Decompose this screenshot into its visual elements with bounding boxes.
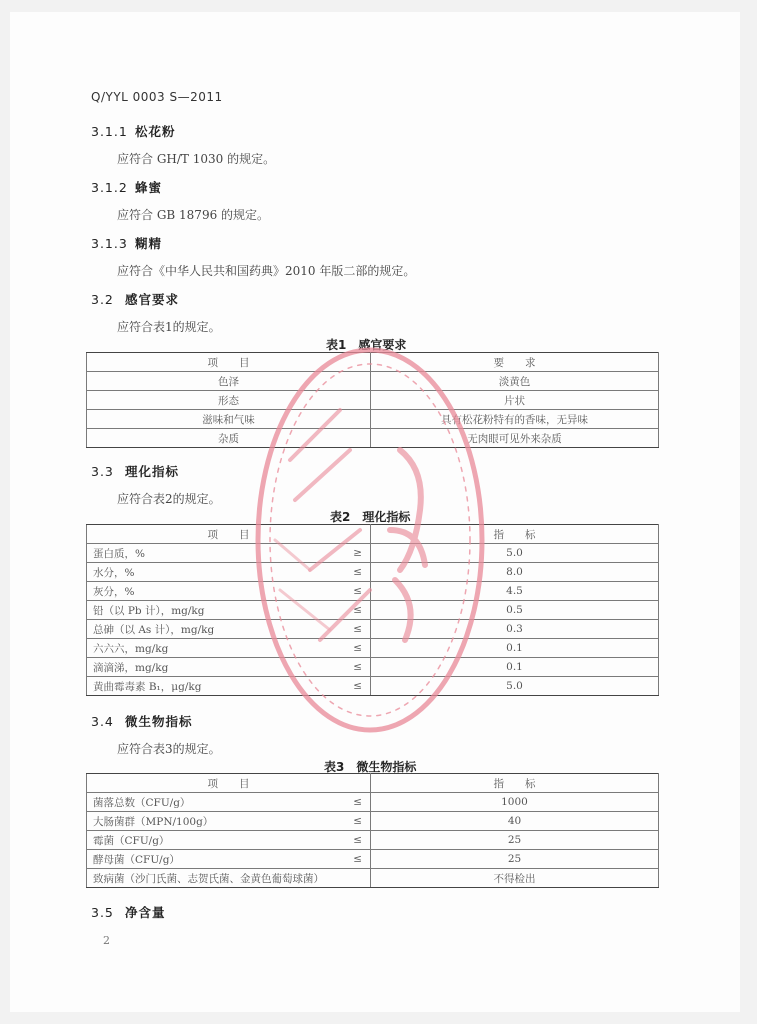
table-row bbox=[87, 831, 659, 850]
table-cell: 5.0 bbox=[371, 544, 659, 563]
table-cell: 总砷（以 As 计），mg/kg bbox=[87, 620, 327, 639]
section-title: 蜂蜜 bbox=[135, 180, 163, 195]
table-cell: 25 bbox=[371, 850, 659, 869]
operator-cell: ≤ bbox=[327, 658, 371, 677]
section-3-1-2-heading bbox=[91, 178, 162, 196]
table-cell: 淡黄色 bbox=[371, 372, 659, 391]
table-cell: 滋味和气味 bbox=[87, 410, 371, 429]
table-cell: 水分，% bbox=[87, 563, 327, 582]
table-header-cell: 项 目 bbox=[87, 774, 371, 793]
table-cell: 4.5 bbox=[371, 582, 659, 601]
page-number: 2 bbox=[103, 934, 110, 947]
table-cell: 40 bbox=[371, 812, 659, 831]
table-row bbox=[87, 582, 659, 601]
section-3-5-heading bbox=[91, 903, 166, 921]
table-cell: 色泽 bbox=[87, 372, 371, 391]
section-number: 3.1.1 bbox=[91, 124, 128, 139]
table-cell: 不得检出 bbox=[371, 869, 659, 888]
table-row bbox=[87, 793, 659, 812]
section-3-4-body: 应符合表3的规定。 bbox=[117, 742, 221, 756]
sensory-requirements-table bbox=[86, 352, 659, 448]
section-3-4-heading bbox=[91, 712, 193, 730]
operator-cell: ≤ bbox=[327, 639, 371, 658]
table-row bbox=[87, 677, 659, 696]
table-cell: 无肉眼可见外来杂质 bbox=[371, 429, 659, 448]
table-row bbox=[87, 658, 659, 677]
table-row bbox=[87, 429, 659, 448]
microbiological-indicators-table bbox=[86, 773, 659, 888]
table-cell: 8.0 bbox=[371, 563, 659, 582]
table-cell: 具有松花粉特有的香味，无异味 bbox=[371, 410, 659, 429]
table-cell: 滴滴涕，mg/kg bbox=[87, 658, 327, 677]
operator-cell: ≤ bbox=[327, 850, 371, 869]
section-number: 3.2 bbox=[91, 292, 114, 307]
table-cell: 0.5 bbox=[371, 601, 659, 620]
table-cell: 杂质 bbox=[87, 429, 371, 448]
table1-caption: 表1 感官要求 bbox=[326, 338, 407, 352]
table-cell: 灰分，% bbox=[87, 582, 327, 601]
section-3-1-3-heading bbox=[91, 234, 162, 252]
section-title: 感官要求 bbox=[125, 292, 180, 307]
section-3-1-2-body: 应符合 GB 18796 的规定。 bbox=[117, 208, 270, 222]
section-3-1-1-body: 应符合 GH/T 1030 的规定。 bbox=[117, 152, 276, 166]
table-row bbox=[87, 601, 659, 620]
section-title: 净含量 bbox=[125, 905, 166, 920]
table-cell: 大肠菌群（MPN/100g） bbox=[87, 812, 327, 831]
table-cell: 酵母菌（CFU/g） bbox=[87, 850, 327, 869]
table-header-row bbox=[87, 774, 659, 793]
table-cell: 片状 bbox=[371, 391, 659, 410]
table-header-cell: 指 标 bbox=[371, 774, 659, 793]
operator-cell: ≤ bbox=[327, 831, 371, 850]
operator-cell: ≥ bbox=[327, 544, 371, 563]
standard-code: Q/YYL 0003 S—2011 bbox=[91, 90, 223, 104]
section-3-3-body: 应符合表2的规定。 bbox=[117, 492, 221, 506]
table-row bbox=[87, 410, 659, 429]
section-3-1-1-heading bbox=[91, 122, 176, 140]
table-cell: 5.0 bbox=[371, 677, 659, 696]
table2-caption: 表2 理化指标 bbox=[330, 510, 411, 524]
section-title: 松花粉 bbox=[135, 124, 176, 139]
section-title: 理化指标 bbox=[125, 464, 180, 479]
section-number: 3.4 bbox=[91, 714, 114, 729]
operator-cell: ≤ bbox=[327, 793, 371, 812]
section-number: 3.5 bbox=[91, 905, 114, 920]
table3-caption: 表3 微生物指标 bbox=[324, 760, 417, 774]
table-row bbox=[87, 850, 659, 869]
table-cell: 致病菌（沙门氏菌、志贺氏菌、金黄色葡萄球菌） bbox=[87, 869, 371, 888]
table-cell: 0.1 bbox=[371, 658, 659, 677]
table-row bbox=[87, 812, 659, 831]
section-title: 糊精 bbox=[135, 236, 163, 251]
table-header-cell: 项 目 bbox=[87, 525, 371, 544]
table-row bbox=[87, 563, 659, 582]
section-3-3-heading bbox=[91, 462, 179, 480]
table-cell: 铅（以 Pb 计），mg/kg bbox=[87, 601, 327, 620]
table-cell: 形态 bbox=[87, 391, 371, 410]
table-row bbox=[87, 544, 659, 563]
table-cell: 蛋白质，% bbox=[87, 544, 327, 563]
table-row bbox=[87, 620, 659, 639]
operator-cell: ≤ bbox=[327, 677, 371, 696]
table-cell: 0.3 bbox=[371, 620, 659, 639]
table-cell: 菌落总数（CFU/g） bbox=[87, 793, 327, 812]
section-title: 微生物指标 bbox=[125, 714, 193, 729]
table-row bbox=[87, 391, 659, 410]
section-number: 3.1.2 bbox=[91, 180, 128, 195]
operator-cell: ≤ bbox=[327, 601, 371, 620]
operator-cell: ≤ bbox=[327, 582, 371, 601]
table-header-cell: 指 标 bbox=[371, 525, 659, 544]
table-cell: 25 bbox=[371, 831, 659, 850]
section-3-2-heading bbox=[91, 290, 179, 308]
table-cell: 霉菌（CFU/g） bbox=[87, 831, 327, 850]
operator-cell: ≤ bbox=[327, 563, 371, 582]
table-cell: 六六六，mg/kg bbox=[87, 639, 327, 658]
table-row bbox=[87, 372, 659, 391]
operator-cell: ≤ bbox=[327, 812, 371, 831]
section-number: 3.1.3 bbox=[91, 236, 128, 251]
section-3-2-body: 应符合表1的规定。 bbox=[117, 320, 221, 334]
table-row bbox=[87, 869, 659, 888]
section-3-1-3-body: 应符合《中华人民共和国药典》2010 年版二部的规定。 bbox=[117, 264, 416, 278]
physicochemical-indicators-table bbox=[86, 524, 659, 696]
table-header-cell: 项 目 bbox=[87, 353, 371, 372]
table-header-row bbox=[87, 525, 659, 544]
table-cell: 1000 bbox=[371, 793, 659, 812]
table-cell: 黄曲霉毒素 B₁，μg/kg bbox=[87, 677, 327, 696]
table-row bbox=[87, 639, 659, 658]
table-header-row bbox=[87, 353, 659, 372]
operator-cell: ≤ bbox=[327, 620, 371, 639]
table-cell: 0.1 bbox=[371, 639, 659, 658]
table-header-cell: 要 求 bbox=[371, 353, 659, 372]
section-number: 3.3 bbox=[91, 464, 114, 479]
